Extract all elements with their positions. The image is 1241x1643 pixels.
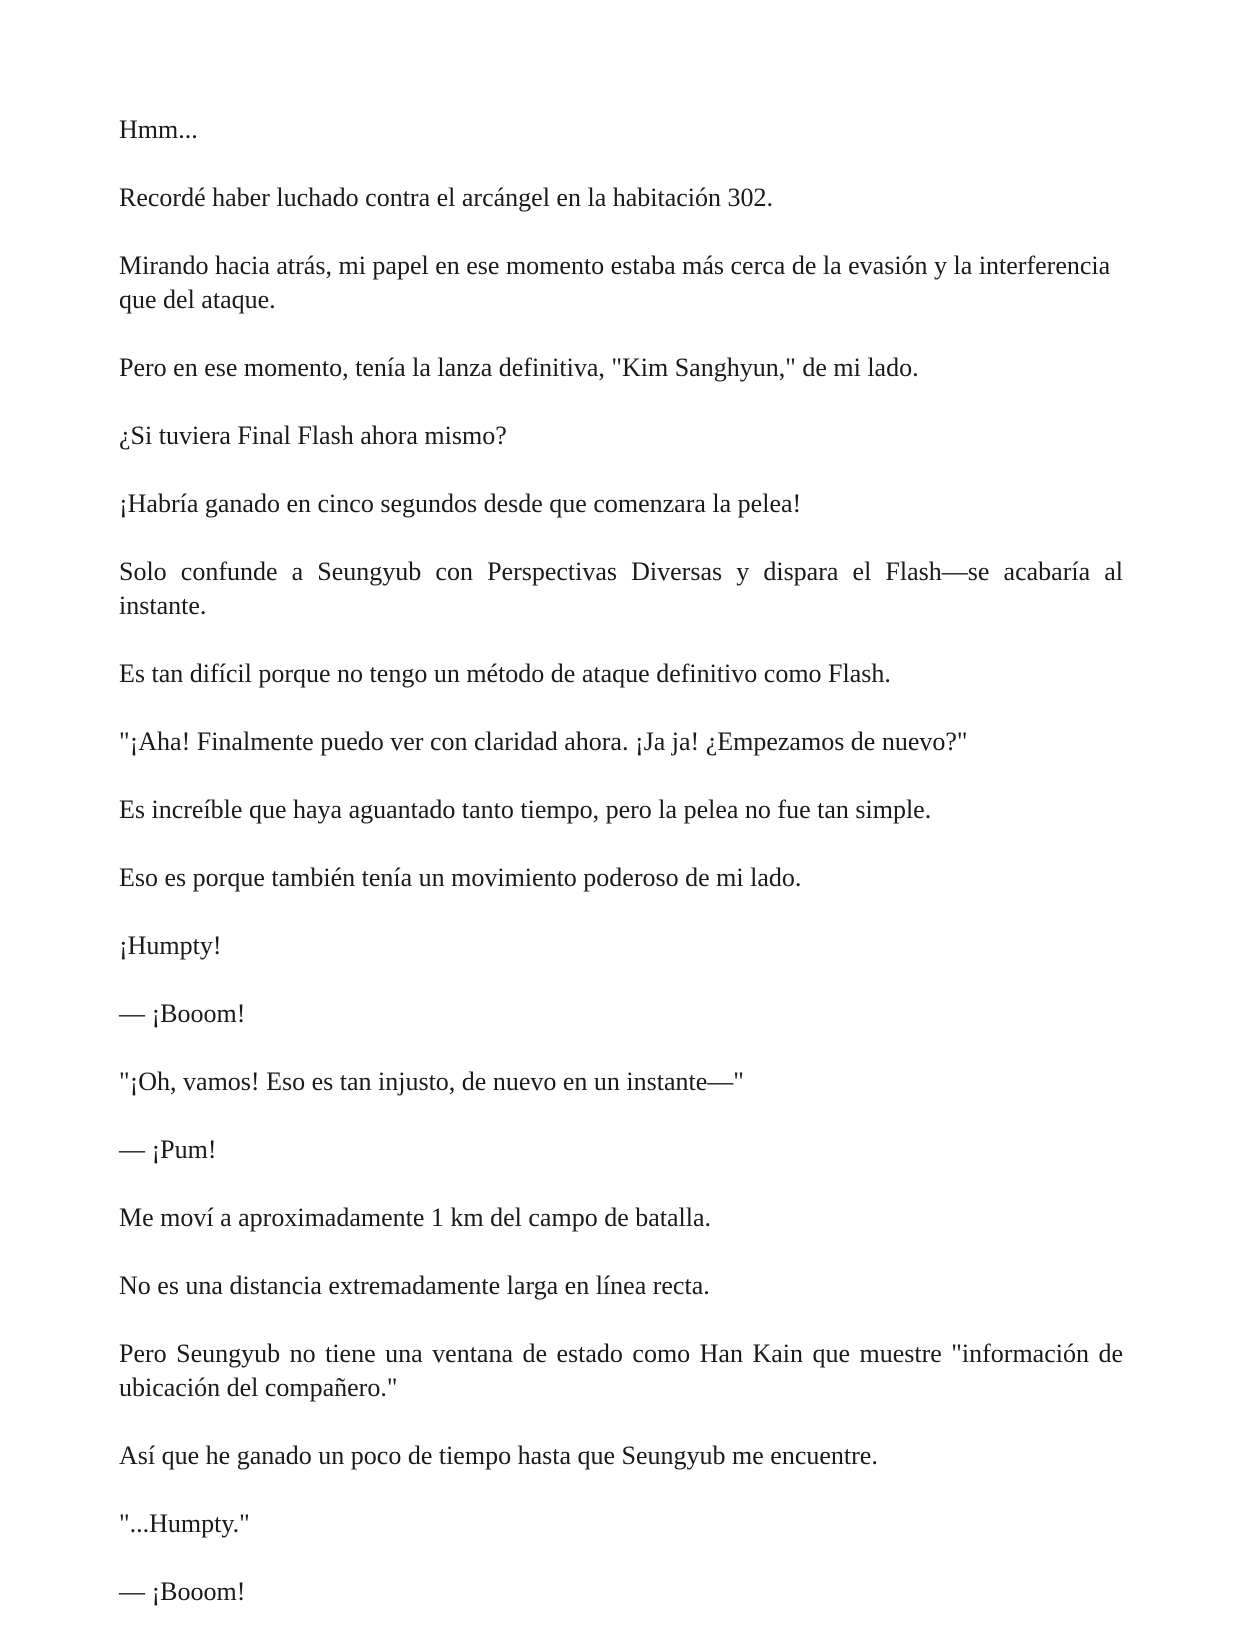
paragraph: "¡Oh, vamos! Eso es tan injusto, de nuevo en un instante—"	[119, 1067, 744, 1096]
document-body	[119, 113, 1123, 1643]
paragraph: — ¡Booom!	[119, 1577, 246, 1606]
paragraph: Me moví a aproximadamente 1 km del campo de batalla.	[119, 1203, 712, 1232]
paragraph: Hmm...	[119, 115, 198, 144]
paragraph: Eso es porque también tenía un movimiento poderoso de mi lado.	[119, 863, 802, 892]
paragraph: Mirando hacia atrás, mi papel en ese momento estaba más cerca de la evasión y la interferencia que del ataque.	[119, 251, 1111, 314]
paragraph: Pero en ese momento, tenía la lanza definitiva, "Kim Sanghyun," de mi lado.	[119, 353, 919, 382]
paragraph: Solo confunde a Seungyub con Perspectivas Diversas y dispara el Flash—se acabaría al instante.	[119, 557, 1123, 620]
paragraph: Pero Seungyub no tiene una ventana de estado como Han Kain que muestre "información de ubicación del compañero."	[119, 1339, 1123, 1402]
paragraph: "¡Aha! Finalmente puedo ver con claridad ahora. ¡Ja ja! ¿Empezamos de nuevo?"	[119, 727, 968, 756]
paragraph: ¡Humpty!	[119, 931, 222, 960]
paragraph: "...Humpty."	[119, 1509, 250, 1538]
paragraph: Es tan difícil porque no tengo un método de ataque definitivo como Flash.	[119, 659, 891, 688]
paragraph: Así que he ganado un poco de tiempo hasta que Seungyub me encuentre.	[119, 1441, 878, 1470]
paragraph: ¡Habría ganado en cinco segundos desde que comenzara la pelea!	[119, 489, 802, 518]
paragraph: — ¡Booom!	[119, 999, 246, 1028]
paragraph: Es increíble que haya aguantado tanto tiempo, pero la pelea no fue tan simple.	[119, 795, 932, 824]
paragraph: Recordé haber luchado contra el arcángel en la habitación 302.	[119, 183, 774, 212]
paragraph: ¿Si tuviera Final Flash ahora mismo?	[119, 421, 507, 450]
paragraph: — ¡Pum!	[119, 1135, 217, 1164]
paragraph: No es una distancia extremadamente larga en línea recta.	[119, 1271, 710, 1300]
